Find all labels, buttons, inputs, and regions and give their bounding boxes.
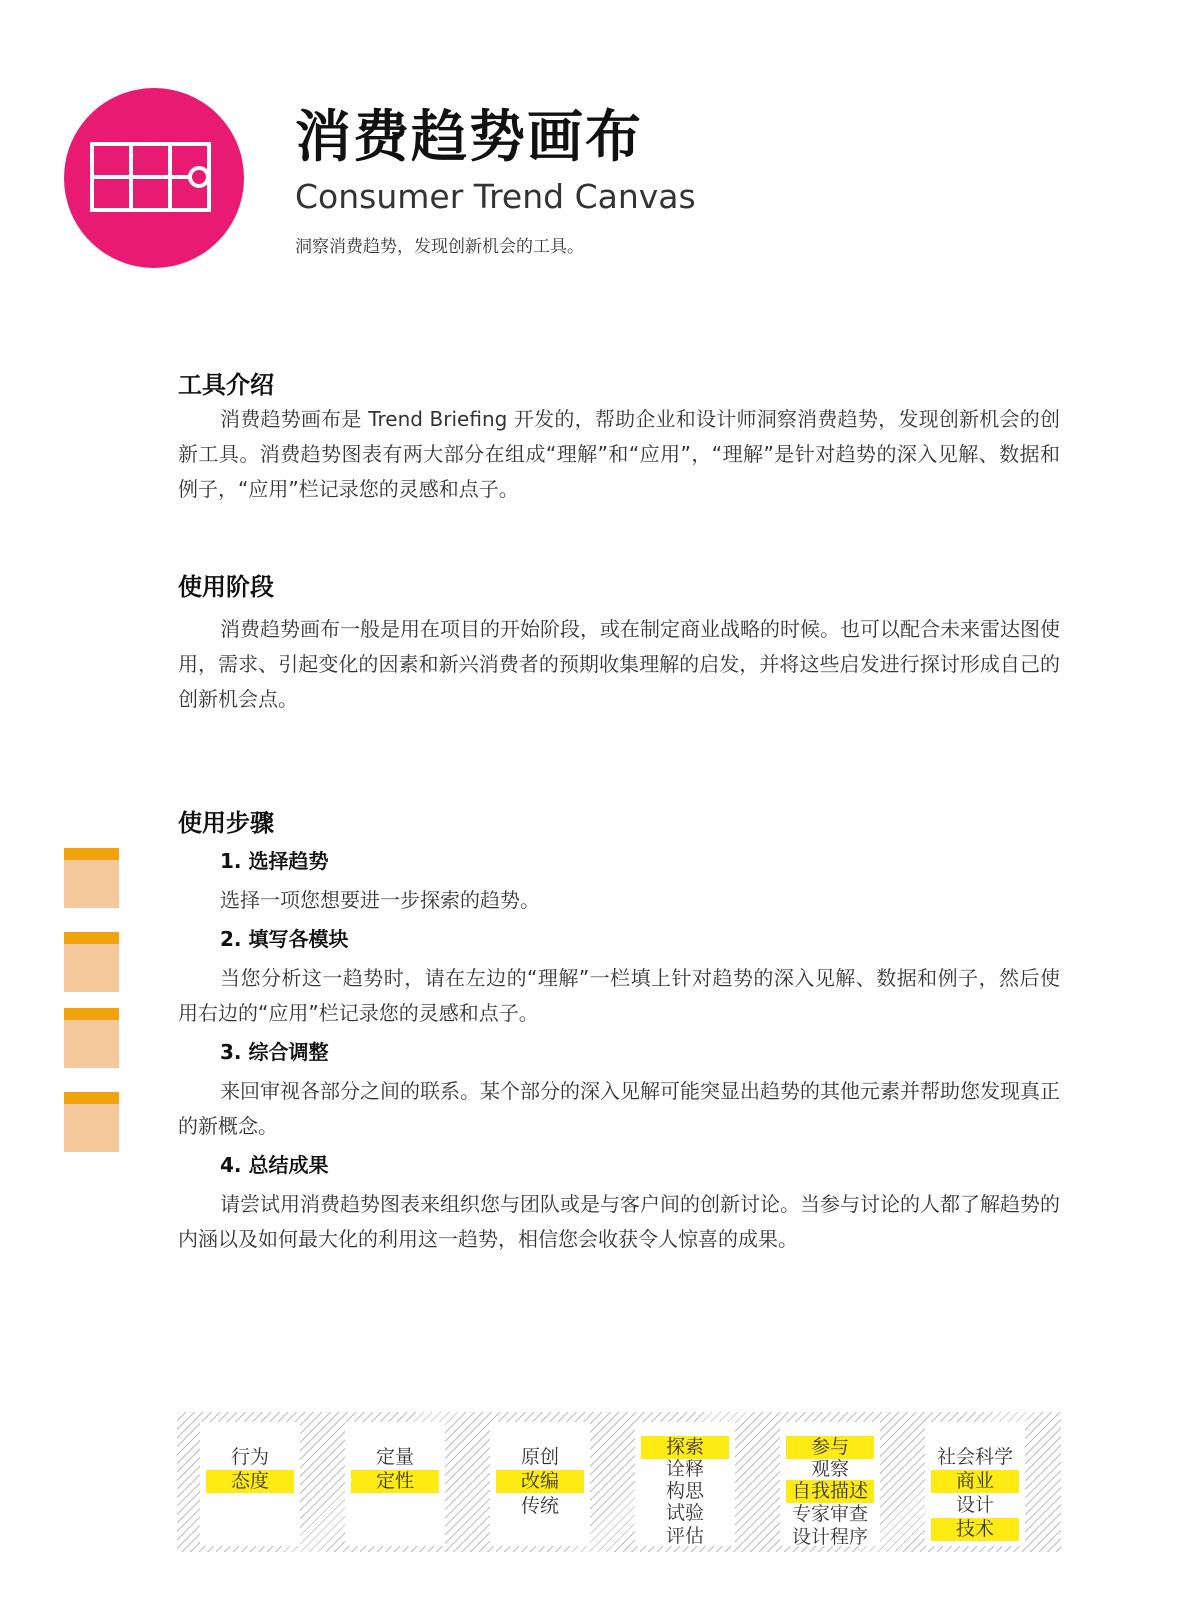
method-category-word: 自我描述: [786, 1480, 874, 1503]
section-text: 消费趋势画布是 Trend Briefing 开发的，帮助企业和设计师洞察消费趋势，发现创新机会的创新工具。消费趋势图表有两大部分在组成“理解”和“应用”，“理解”是针对趋势的深入见解、数据和例子，“应用”栏记录您的灵感和点子。: [178, 407, 1060, 501]
method-category-word: 行为: [230, 1446, 269, 1468]
method-category-word: 设计: [955, 1494, 994, 1516]
method-category-word: 态度: [206, 1470, 294, 1493]
method-category-box: [925, 1422, 1025, 1546]
section-heading: 工具介绍: [178, 371, 274, 399]
method-category-box: [780, 1422, 880, 1546]
method-category-word: 传统: [520, 1495, 559, 1517]
canvas-logo: [64, 88, 244, 268]
method-category-strip: [177, 1412, 1061, 1552]
method-category-word: 参与: [786, 1436, 874, 1459]
method-category-word: 原创: [520, 1446, 559, 1468]
step-title: 1. 选择趋势: [220, 849, 329, 873]
step-text: 请尝试用消费趋势图表来组织您与团队或是与客户间的创新讨论。当参与讨论的人都了解趋势的内涵以及如何最大化的利用这一趋势，相信您会收获令人惊喜的成果。: [178, 1192, 1060, 1251]
method-category-box: [345, 1422, 445, 1546]
section-text: 消费趋势画布一般是用在项目的开始阶段，或在制定商业战略的时候。也可以配合未来雷达图使用，需求、引起变化的因素和新兴消费者的预期收集理解的启发，并将这些启发进行探讨形成自己的创新机会点。: [178, 617, 1060, 711]
method-category-word: 社会科学: [936, 1446, 1013, 1468]
step-title: 4. 总结成果: [220, 1153, 329, 1177]
method-category-word: 评估: [665, 1525, 704, 1547]
method-category-word: 构思: [665, 1480, 704, 1502]
step-marker: [64, 848, 119, 908]
canvas-grid-icon: [64, 88, 244, 268]
method-category-word: 商业: [931, 1470, 1019, 1493]
step-marker: [64, 1092, 119, 1152]
method-category-box: [200, 1422, 300, 1546]
method-category-word: 技术: [931, 1518, 1019, 1541]
section-heading: 使用步骤: [178, 809, 274, 837]
method-category-word: 改编: [496, 1470, 584, 1493]
step-text: 当您分析这一趋势时，请在左边的“理解”一栏填上针对趋势的深入见解、数据和例子，然后使用右边的“应用”栏记录您的灵感和点子。: [178, 966, 1060, 1025]
section-heading: 使用阶段: [178, 573, 274, 601]
method-category-word: 定量: [375, 1446, 414, 1468]
method-category-word: 诠释: [665, 1458, 704, 1480]
page-tagline: 洞察消费趋势，发现创新机会的工具。: [295, 237, 584, 257]
method-category-word: 设计程序: [791, 1526, 868, 1548]
method-category-word: 观察: [810, 1458, 849, 1480]
method-category-word: 专家审查: [791, 1503, 868, 1525]
step-marker: [64, 1008, 119, 1068]
step-text: 来回审视各部分之间的联系。某个部分的深入见解可能突显出趋势的其他元素并帮助您发现真正的新概念。: [178, 1079, 1060, 1138]
method-category-box: [635, 1422, 735, 1546]
step-title: 3. 综合调整: [220, 1040, 329, 1064]
section-steps: [178, 806, 1060, 1257]
step-text: 选择一项您想要进一步探索的趋势。: [220, 888, 540, 912]
method-category-word: 定性: [351, 1470, 439, 1493]
page-subtitle: Consumer Trend Canvas: [295, 177, 696, 216]
method-category-word: 探索: [641, 1436, 729, 1459]
method-category-word: 试验: [665, 1502, 704, 1524]
page-title: 消费趋势画布: [295, 105, 643, 170]
section-intro: [178, 368, 1060, 507]
method-category-box: [490, 1422, 590, 1546]
step-marker: [64, 932, 119, 992]
step-title: 2. 填写各模块: [220, 927, 349, 951]
section-stage: [178, 570, 1060, 717]
